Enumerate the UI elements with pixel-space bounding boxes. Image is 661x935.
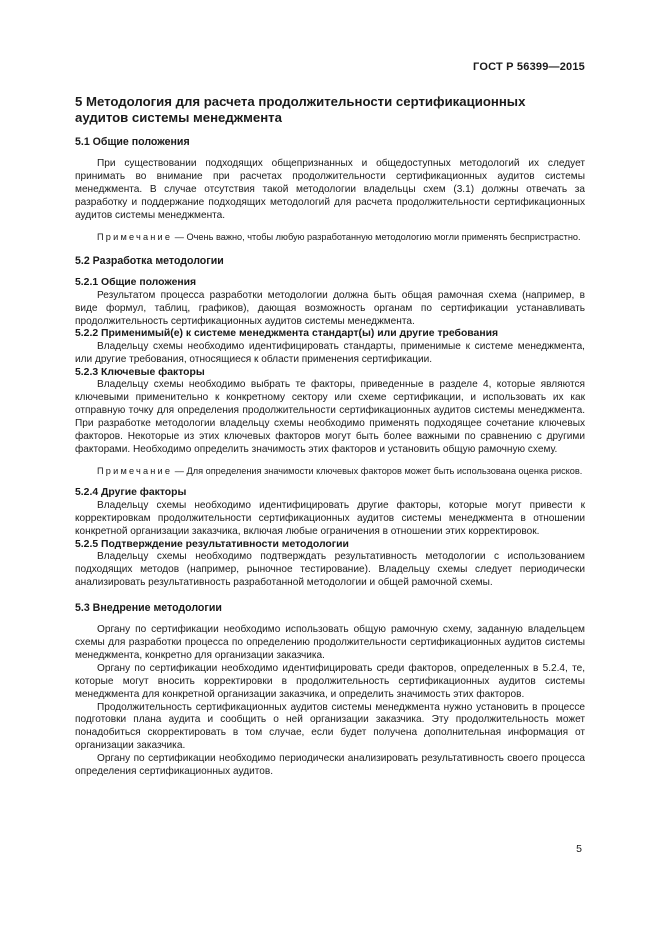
section-5-3-title: 5.3 Внедрение методологии <box>75 602 222 615</box>
section-5-2-2-title: 5.2.2 Применимый(е) к системе менеджмента стандарт(ы) или другие требования <box>75 328 499 340</box>
section-5-2-3-paragraph: Владельцу схемы необходимо выбрать те факторы, приведенные в разделе 4, которые являются ключевыми применительно к конкретному сектору или схеме сертификации, и использовать их как отправную точку для определения продолжительности сертификационных аудитов системы менеджмента. При разработке методологии владельцу схемы необходимо применять подходящее сочетание ключевых факторов. Некоторые из этих ключевых факторов могут быть более важными по сравнению с другими факторами. Необходимо определить значимость этих факторов и установить общую рамочную схему. <box>75 379 585 455</box>
section-5-3-paragraph: Органу по сертификации необходимо использовать общую рамочную схему, заданную владельцем схемы для разработки процесса по определению продолжительности сертификационных аудитов системы менеджмента, конкретно для организации заказчика. <box>75 624 585 661</box>
section-5-2-1-paragraph: Результатом процесса разработки методологии должна быть общая рамочная схема (например, в виде формул, таблиц, графиков), дающая возможность органам по сертификации устанавливать продолжительность сертификационных аудитов системы менеджмента. <box>75 289 585 327</box>
page-number: 5 <box>576 843 582 855</box>
note-label: Примечание <box>97 465 173 476</box>
section-5-3-paragraph: Органу по сертификации необходимо периодически анализировать результативность своего процесса определения сертификационных аудитов. <box>75 753 585 778</box>
section-5-1-title: 5.1 Общие положения <box>75 136 190 148</box>
section-5-1-note <box>75 231 585 244</box>
note-label: Примечание <box>97 231 173 242</box>
section-5-2-3-title: 5.2.3 Ключевые факторы <box>75 366 205 378</box>
section-5-2-title: 5.2 Разработка методологии <box>75 255 224 268</box>
section-5-3-paragraph: Продолжительность сертификационных аудитов системы менеджмента нужно установить в процессе подготовки плана аудита и сообщить о ней организации заказчика. Эту продолжительность может понадобиться скорректировать в том случае, если будет получена дополнительная информация от организации заказчика. <box>75 701 585 752</box>
section-5-2-4-title: 5.2.4 Другие факторы <box>75 487 187 499</box>
section-5-2-2-paragraph: Владельцу схемы необходимо идентифицировать стандарты, применимые к системе менеджмента, или другие требования, относящиеся к области применения сертификации. <box>75 341 585 365</box>
section-5-2-5-paragraph: Владельцу схемы необходимо подтверждать результативность методологии с использованием подходящих методов (например, рыночное тестирование). Владельцу схемы следует периодически анализировать результативность разработанной методологии и общей рамочной схемы. <box>75 551 585 589</box>
section-5-3-paragraph: Органу по сертификации необходимо идентифицировать среди факторов, определенных в 5.2.4, те, которые могут вносить корректировки в продолжительность сертификационных аудитов системы менеджмента для конкретной организации заказчика, и определить значимость этих факторов. <box>75 662 585 700</box>
note-text: — Очень важно, чтобы любую разработанную методологию могли применять беспристрастно. <box>174 231 581 242</box>
standard-code: ГОСТ Р 56399—2015 <box>473 61 585 73</box>
note-text: — Для определения значимости ключевых факторов может быть использована оценка рисков. <box>174 465 583 476</box>
section-5-2-1-title: 5.2.1 Общие положения <box>75 277 197 289</box>
section-5-title: 5 Методология для расчета продолжительности сертификационных аудитов системы менеджмента <box>75 94 526 125</box>
page-content <box>75 94 585 779</box>
section-5-2-4-paragraph: Владельцу схемы необходимо идентифицировать другие факторы, которые могут привести к корректировкам продолжительности сертификационных аудитов системы менеджмента в отношении конкретной организации заказчика, включая любые ограничения в отношении этих корректировок. <box>75 500 585 537</box>
section-5-2-3-note <box>75 465 585 478</box>
section-5-1-paragraph: При существовании подходящих общепризнанных и общедоступных методологий их следует принимать во внимание при расчетах продолжительности сертификационных аудитов системы менеджмента. В случае отсутствия такой методологии владельцы схем (3.1) должны отвечать за разработку и поддержание подходящих методологий для расчета продолжительности сертификационных аудитов системы менеджмента. <box>75 158 585 221</box>
section-5-2-5-title: 5.2.5 Подтверждение результативности методологии <box>75 538 349 550</box>
